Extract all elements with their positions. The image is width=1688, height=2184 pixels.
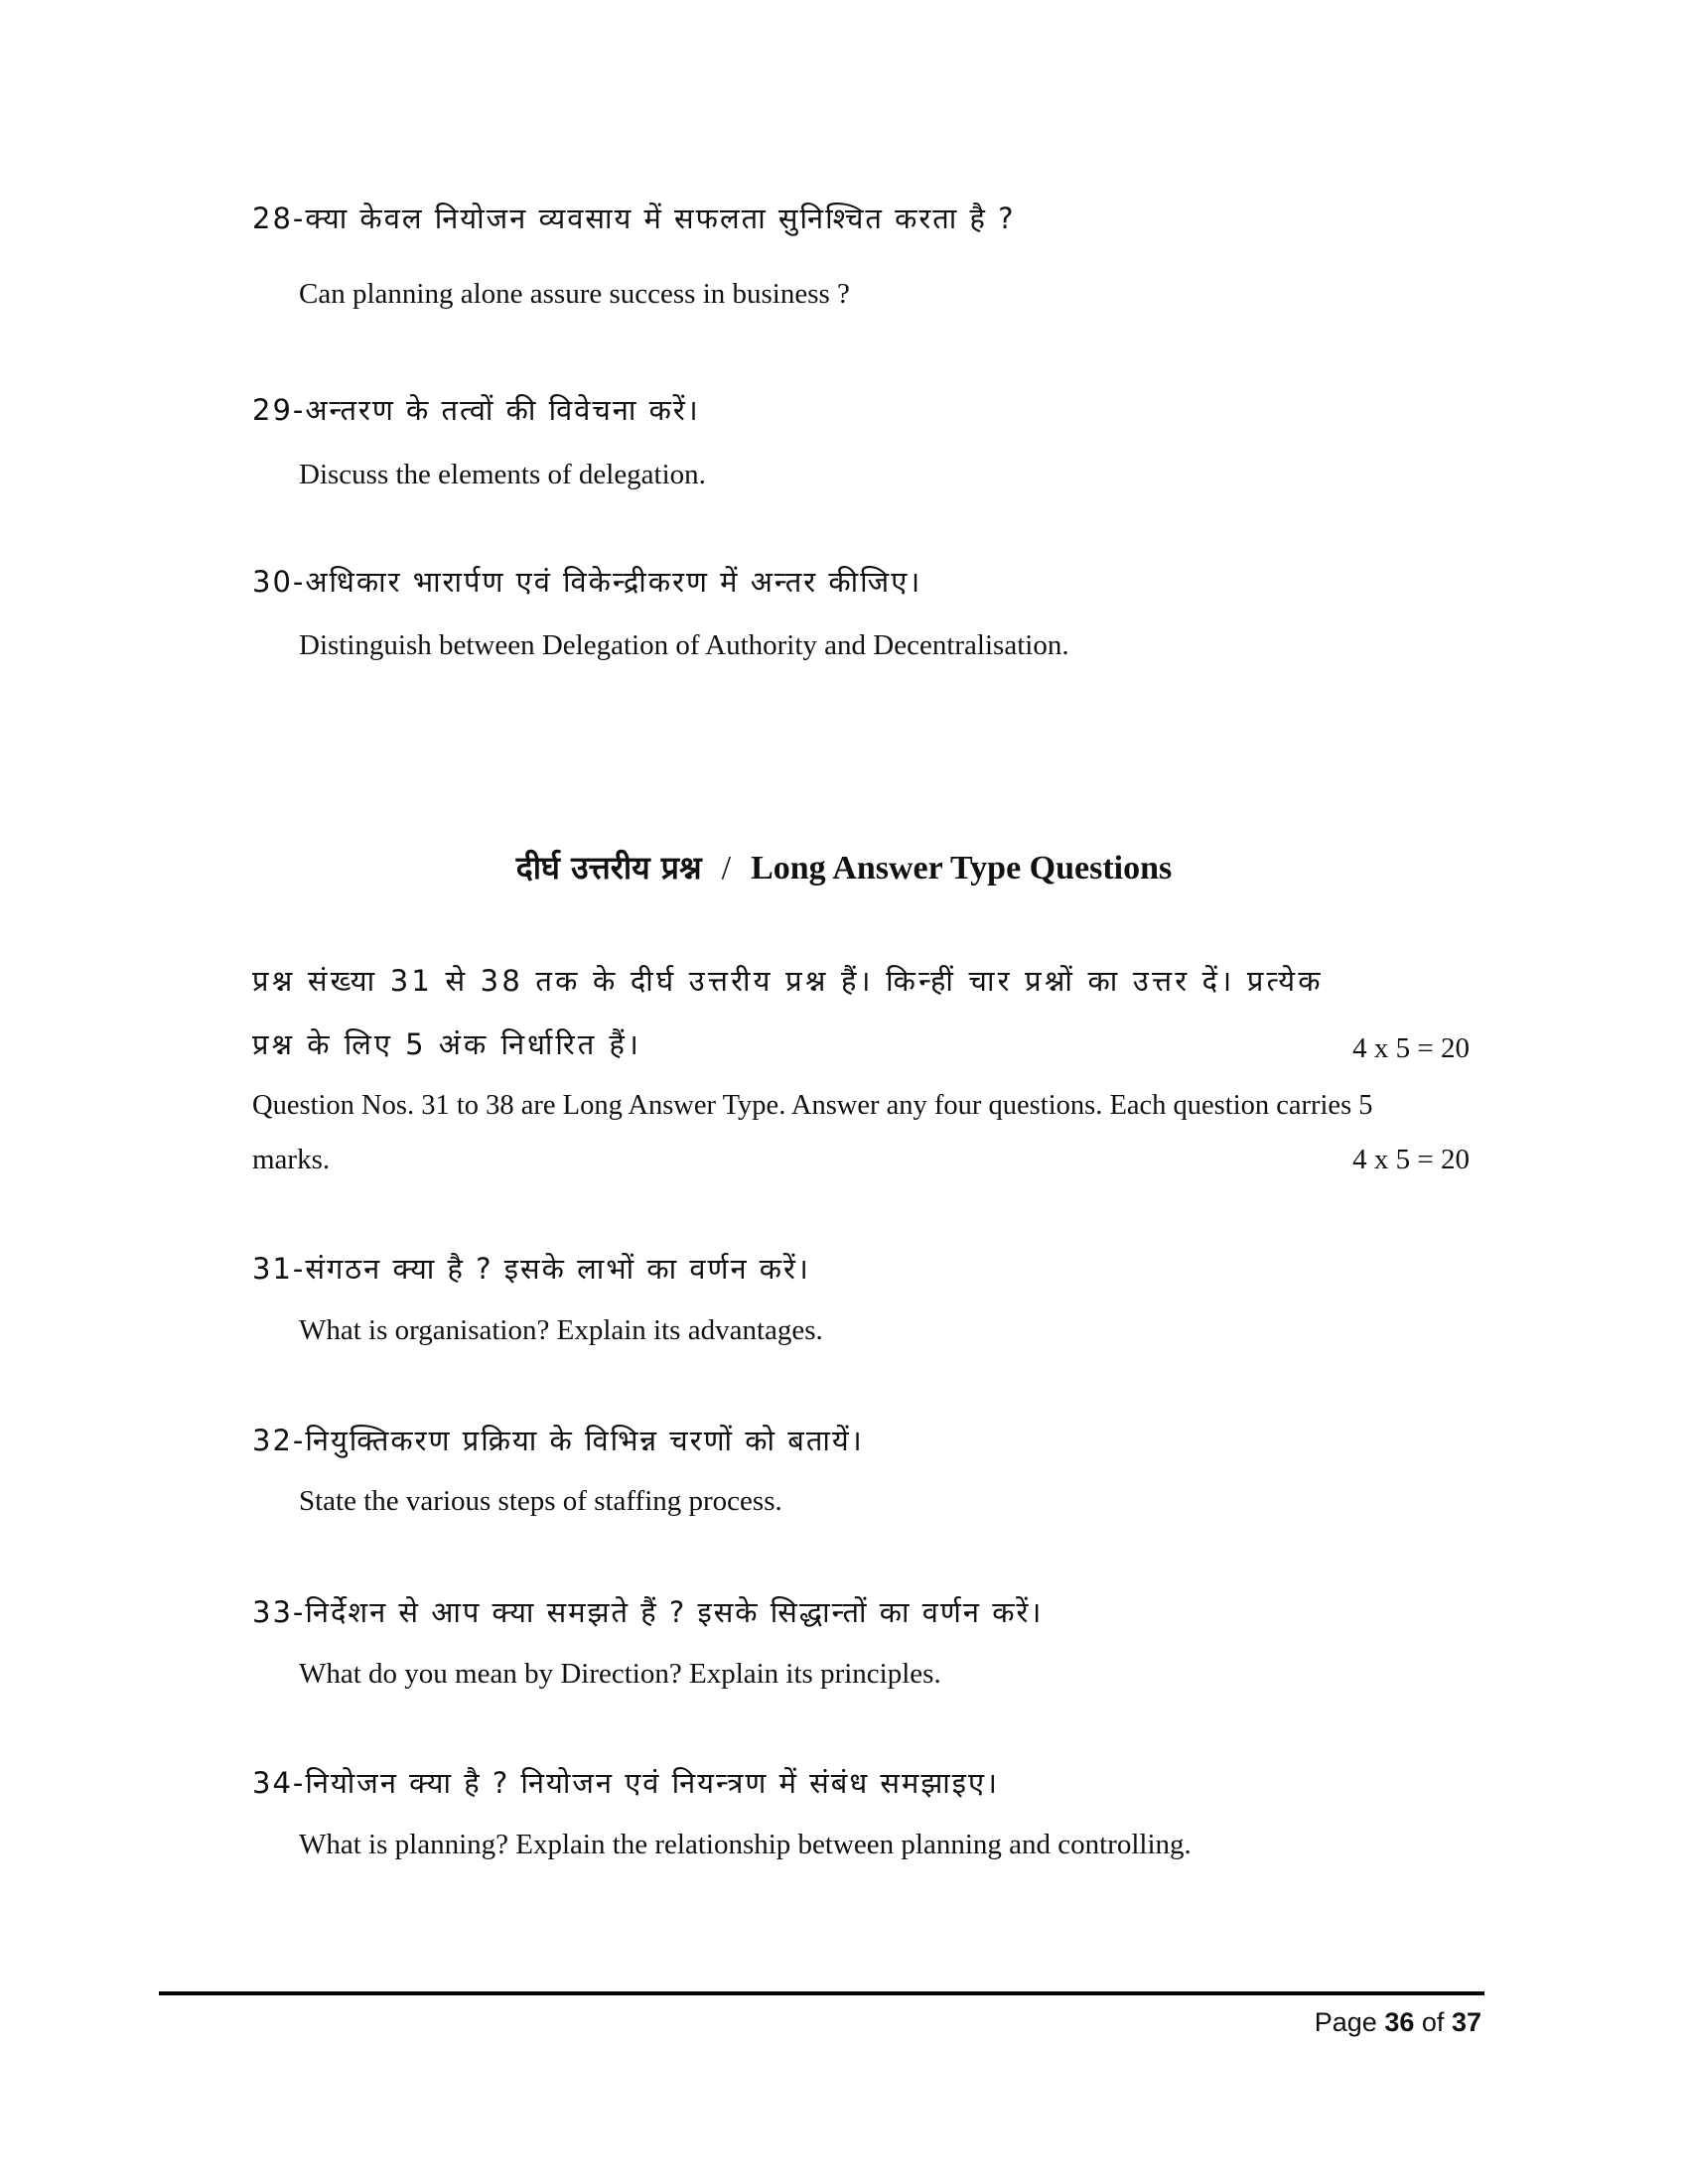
marks-english: 4 x 5 = 20 [1352, 1144, 1470, 1175]
page-of-label: of [1421, 2007, 1445, 2037]
instructions-hindi-line2: प्रश्न के लिए 5 अंक निर्धारित हैं। [252, 1027, 641, 1061]
question-29-english: Discuss the elements of delegation. [299, 459, 706, 490]
instructions-english-line1: Question Nos. 31 to 38 are Long Answer Type. Answer any four questions. Each question carries 5 [252, 1090, 1373, 1121]
question-28-hindi: 28-क्या केवल नियोजन व्यवसाय में सफलता सुनिश्चित करता है ? [252, 202, 1016, 235]
question-28-english: Can planning alone assure success in business ? [299, 278, 850, 310]
question-33-english: What do you mean by Direction? Explain its principles. [299, 1658, 941, 1690]
question-32-hindi: 32-नियुक्तिकरण प्रक्रिया के विभिन्न चरणों को बतायें। [252, 1424, 864, 1457]
total-pages: 37 [1451, 2007, 1481, 2037]
section-heading [0, 846, 1688, 888]
instructions-english-line2: marks. [252, 1144, 331, 1175]
marks-hindi: 4 x 5 = 20 [1352, 1032, 1470, 1064]
instructions-hindi-line1: प्रश्न संख्या 31 से 38 तक के दीर्घ उत्तरीय प्रश्न हैं। किन्हीं चार प्रश्नों का उत्तर दें। प्रत्येक [252, 964, 1324, 998]
question-34-hindi: 34-नियोजन क्या है ? नियोजन एवं नियन्त्रण में संबंध समझाइए। [252, 1766, 1000, 1800]
question-32-english: State the various steps of staffing process. [299, 1485, 782, 1517]
page-number [1315, 2007, 1481, 2038]
question-29-hindi: 29-अन्तरण के तत्वों की विवेचना करें। [252, 393, 700, 427]
question-31-hindi: 31-संगठन क्या है ? इसके लाभों का वर्णन करें। [252, 1252, 810, 1286]
question-31-english: What is organisation? Explain its advantages. [299, 1314, 823, 1346]
current-page: 36 [1384, 2007, 1415, 2037]
section-heading-separator: / [721, 850, 732, 887]
question-33-hindi: 33-निर्देशन से आप क्या समझते हैं ? इसके सिद्धान्तों का वर्णन करें। [252, 1595, 1044, 1629]
page-prefix: Page [1314, 2007, 1377, 2037]
section-heading-english: Long Answer Type Questions [751, 850, 1173, 887]
footer-divider [159, 1991, 1484, 1995]
section-heading-hindi: दीर्घ उत्तरीय प्रश्न [515, 849, 702, 887]
question-34-english: What is planning? Explain the relationship between planning and controlling. [299, 1829, 1192, 1860]
question-30-english: Distinguish between Delegation of Authority and Decentralisation. [299, 629, 1069, 661]
question-30-hindi: 30-अधिकार भारार्पण एवं विकेन्द्रीकरण में अन्तर कीजिए। [252, 565, 922, 599]
